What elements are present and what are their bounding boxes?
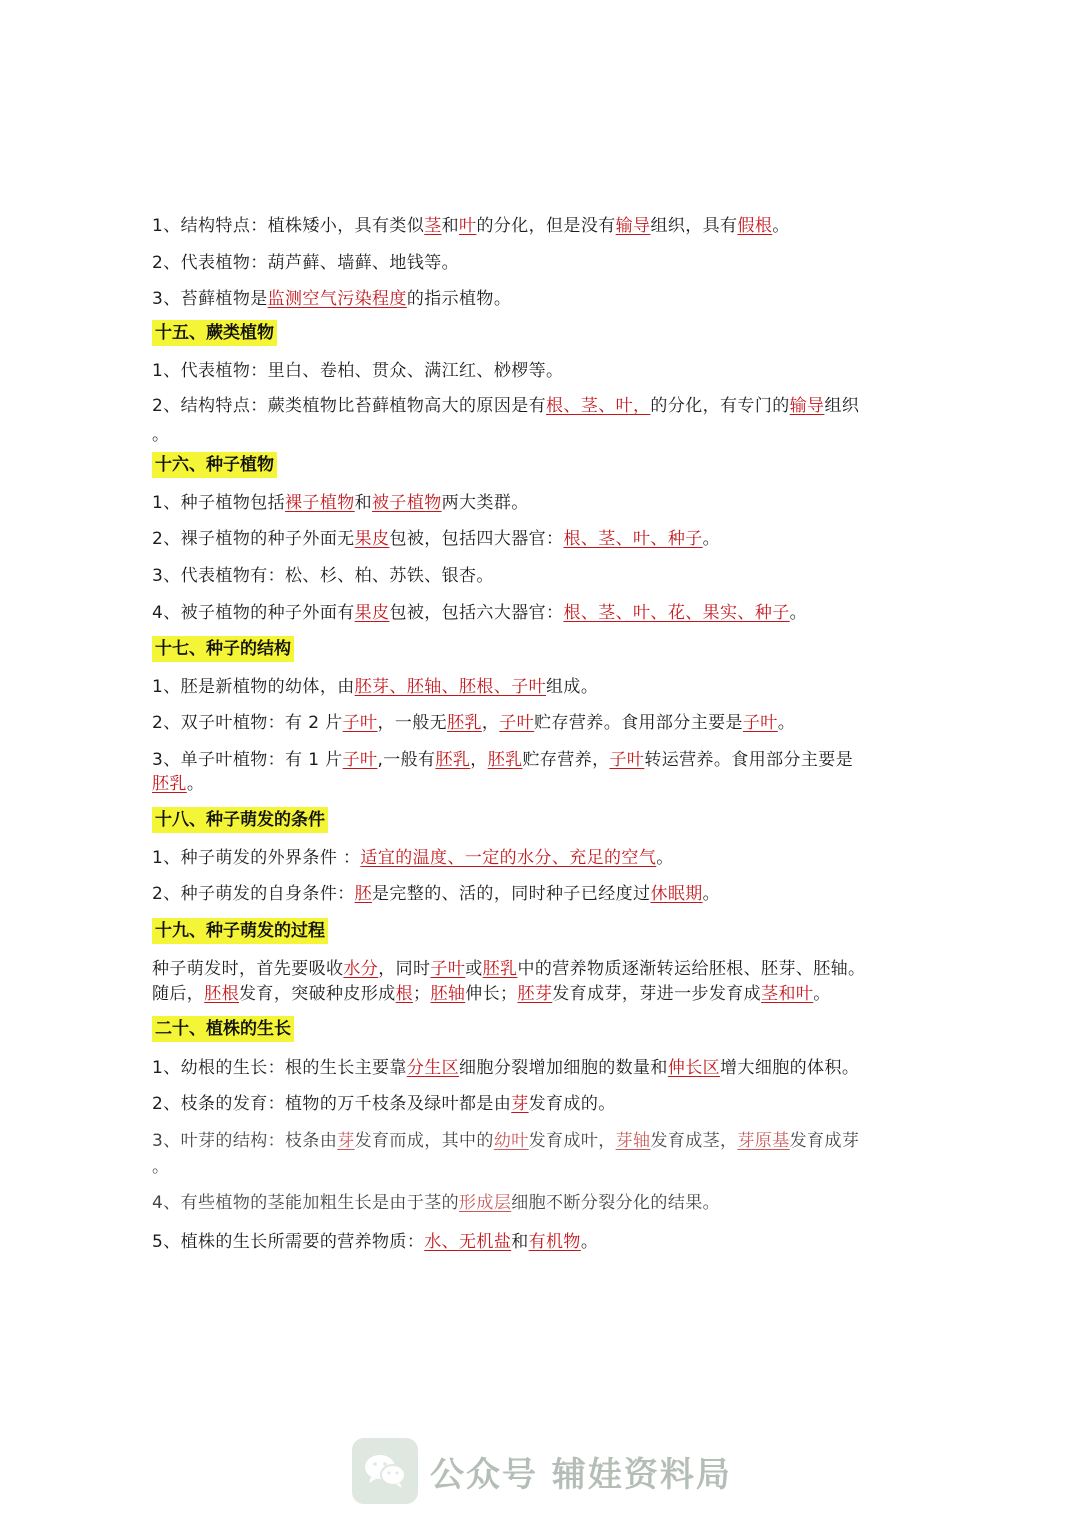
text-span: 。 xyxy=(813,984,831,1004)
text-span: ， xyxy=(470,750,488,770)
answer-keyword: 胚乳 xyxy=(447,713,482,733)
answer-keyword: 休眠期 xyxy=(650,884,703,904)
text-span: 。 xyxy=(152,1157,170,1177)
text-line xyxy=(152,773,204,795)
text-line xyxy=(152,712,795,734)
answer-keyword: 胚乳 xyxy=(487,750,523,770)
answer-keyword: 监测空气污染程度 xyxy=(267,289,407,309)
section-heading: 十八、种子萌发的条件 xyxy=(152,807,328,833)
text-line xyxy=(152,983,831,1005)
text-span: 发育成茎， xyxy=(650,1131,738,1151)
answer-keyword: 输导 xyxy=(615,216,651,236)
text-span: 伸长； xyxy=(465,984,518,1004)
text-span: 组织，具有 xyxy=(650,216,738,236)
answer-keyword: 果皮 xyxy=(354,603,390,623)
text-span: 贮存营养， xyxy=(522,750,610,770)
text-span: 细胞分裂增加细胞的数量和 xyxy=(459,1058,668,1078)
text-span: 。 xyxy=(580,1232,599,1252)
answer-keyword: 有机物 xyxy=(528,1232,581,1252)
answer-keyword: 胚芽 xyxy=(517,984,553,1004)
answer-keyword: 输导 xyxy=(789,396,825,416)
text-span: 发育而成，其中的 xyxy=(354,1131,494,1151)
text-span: 1、代表植物：里白、卷柏、贯众、满江红、桫椤等。 xyxy=(152,361,564,381)
answer-keyword: 子叶 xyxy=(609,750,645,770)
text-span: 增大细胞的体积。 xyxy=(720,1058,860,1078)
answer-keyword: 根 xyxy=(395,984,414,1004)
text-span: 的指示植物。 xyxy=(406,289,512,309)
text-span: 发育成芽 xyxy=(789,1131,860,1151)
text-span: 发育，突破种皮形成 xyxy=(239,984,396,1004)
answer-keyword: 被子植物 xyxy=(372,493,442,513)
section-heading: 十六、种子植物 xyxy=(152,452,277,478)
answer-keyword: 胚乳 xyxy=(482,959,518,979)
answer-keyword: 胚乳 xyxy=(435,750,471,770)
answer-keyword: 芽 xyxy=(511,1094,529,1114)
text-line xyxy=(152,847,674,869)
text-line xyxy=(152,288,511,310)
answer-keyword: 芽轴 xyxy=(615,1131,651,1151)
text-span: 2、裸子植物的种子外面无 xyxy=(152,529,355,549)
answer-keyword: 根、茎、叶、花、果实、种子 xyxy=(563,603,790,623)
answer-keyword: 分生区 xyxy=(406,1058,460,1078)
answer-keyword: 子叶 xyxy=(742,713,778,733)
text-line xyxy=(152,602,807,624)
text-span: 两大类群。 xyxy=(441,493,529,513)
answer-keyword: 幼叶 xyxy=(493,1131,529,1151)
answer-keyword: 根、茎、叶， xyxy=(546,396,651,416)
text-span: 1、胚是新植物的幼体，由 xyxy=(152,677,355,697)
text-line xyxy=(152,1192,720,1214)
text-span: 贮存营养。食用部分主要是 xyxy=(534,713,743,733)
watermark xyxy=(352,1437,732,1505)
text-span: 4、被子植物的种子外面有 xyxy=(152,603,355,623)
answer-keyword: 茎和叶 xyxy=(761,984,814,1004)
text-span: ,一般有 xyxy=(377,750,436,770)
text-span: 随后， xyxy=(152,984,205,1004)
text-span: 1、结构特点：植株矮小，具有类似 xyxy=(152,216,425,236)
text-span: 3、苔藓植物是 xyxy=(152,289,268,309)
text-span: ，一般无 xyxy=(377,713,448,733)
answer-keyword: 果皮 xyxy=(354,529,390,549)
answer-keyword: 胚根 xyxy=(204,984,240,1004)
wechat-icon xyxy=(352,1438,418,1504)
text-span: 组成。 xyxy=(546,677,599,697)
text-span: 是完整的、活的，同时种子已经度过 xyxy=(372,884,651,904)
text-span: 和 xyxy=(511,1232,529,1252)
text-span: 或 xyxy=(465,959,483,979)
text-line xyxy=(152,424,169,446)
text-line xyxy=(152,395,859,417)
answer-keyword: 子叶 xyxy=(430,959,466,979)
text-span: 。 xyxy=(702,884,721,904)
text-span: 发育成的。 xyxy=(528,1094,616,1114)
text-line xyxy=(152,1231,598,1253)
answer-keyword: 子叶 xyxy=(342,713,378,733)
text-line xyxy=(152,1156,169,1178)
text-span: 3、代表植物有：松、杉、柏、苏铁、银杏。 xyxy=(152,566,494,586)
text-line xyxy=(152,252,459,274)
text-line xyxy=(152,958,865,980)
text-span: 种子萌发时，首先要吸收 xyxy=(152,959,344,979)
text-span: 。 xyxy=(186,774,205,794)
text-span: 1、种子萌发的外界条件 ： xyxy=(152,848,361,868)
text-span: ； xyxy=(413,984,431,1004)
text-span: 中的营养物质逐渐转运给胚根、胚芽、胚轴。 xyxy=(517,959,866,979)
answer-keyword: 胚乳 xyxy=(152,774,187,794)
text-line xyxy=(152,883,720,905)
text-span: 1、幼根的生长：根的生长主要靠 xyxy=(152,1058,407,1078)
answer-keyword: 芽原基 xyxy=(737,1131,790,1151)
text-span: 组织 xyxy=(824,396,860,416)
text-span: 的分化，有专门的 xyxy=(650,396,790,416)
answer-keyword: 叶 xyxy=(459,216,477,236)
answer-keyword: 子叶 xyxy=(342,750,378,770)
text-span: 。 xyxy=(152,425,170,445)
text-span: 2、代表植物：葫芦藓、墙藓、地钱等。 xyxy=(152,253,460,273)
answer-keyword: 形成层 xyxy=(459,1193,512,1213)
text-line xyxy=(152,1130,859,1152)
text-span: 包被，包括六大器官： xyxy=(389,603,564,623)
text-span: 发育成叶， xyxy=(528,1131,616,1151)
answer-keyword: 假根 xyxy=(737,216,773,236)
section-heading: 十九、种子萌发的过程 xyxy=(152,918,328,944)
text-line xyxy=(152,492,529,514)
text-span: 的分化，但是没有 xyxy=(476,216,616,236)
text-span: 。 xyxy=(789,603,808,623)
text-line xyxy=(152,215,790,237)
text-line xyxy=(152,749,853,771)
answer-keyword: 胚芽、胚轴、胚根、子叶 xyxy=(354,677,547,697)
answer-keyword: 水、无机盐 xyxy=(424,1232,512,1252)
text-line xyxy=(152,1057,859,1079)
answer-keyword: 茎 xyxy=(424,216,442,236)
text-span: 2、种子萌发的自身条件： xyxy=(152,884,355,904)
text-span: 转运营养。食用部分主要是 xyxy=(644,750,854,770)
text-span: 2、结构特点：蕨类植物比苔藓植物高大的原因是有 xyxy=(152,396,547,416)
text-span: 。 xyxy=(702,529,721,549)
text-span: 发育成芽，芽进一步发育成 xyxy=(552,984,762,1004)
text-span: 1、种子植物包括 xyxy=(152,493,286,513)
text-span: 和 xyxy=(354,493,373,513)
text-line xyxy=(152,565,494,587)
watermark-text: 公众号 辅娃资料局 xyxy=(430,1454,732,1495)
text-span: 2、双子叶植物：有 2 片 xyxy=(152,713,343,733)
text-span: 和 xyxy=(441,216,460,236)
answer-keyword: 胚 xyxy=(354,884,373,904)
text-span: ， xyxy=(481,713,500,733)
text-span: 3、单子叶植物：有 1 片 xyxy=(152,750,343,770)
text-line xyxy=(152,360,563,382)
text-line xyxy=(152,528,720,550)
text-span: 4、有些植物的茎能加粗生长是由于茎的 xyxy=(152,1193,460,1213)
text-span: 细胞不断分裂分化的结果。 xyxy=(511,1193,721,1213)
answer-keyword: 芽 xyxy=(337,1131,355,1151)
section-heading: 十五、蕨类植物 xyxy=(152,320,277,346)
answer-keyword: 胚轴 xyxy=(430,984,466,1004)
answer-keyword: 适宜的温度、一定的水分、充足的空气 xyxy=(360,848,657,868)
text-span: 3、叶芽的结构：枝条由 xyxy=(152,1131,338,1151)
section-heading: 十七、种子的结构 xyxy=(152,636,294,662)
answer-keyword: 根、茎、叶、种子 xyxy=(563,529,703,549)
text-span: 包被，包括四大器官： xyxy=(389,529,564,549)
text-line xyxy=(152,1093,616,1115)
answer-keyword: 伸长区 xyxy=(667,1058,721,1078)
text-span: 2、枝条的发育：植物的万千枝条及绿叶都是由 xyxy=(152,1094,512,1114)
answer-keyword: 水分 xyxy=(343,959,379,979)
text-line xyxy=(152,676,598,698)
answer-keyword: 子叶 xyxy=(499,713,535,733)
text-span: 。 xyxy=(777,713,796,733)
text-span: ，同时 xyxy=(378,959,431,979)
text-span: 5、植株的生长所需要的营养物质： xyxy=(152,1232,425,1252)
answer-keyword: 裸子植物 xyxy=(285,493,355,513)
text-span: 。 xyxy=(656,848,674,868)
section-heading: 二十、植株的生长 xyxy=(152,1016,294,1042)
text-span: 。 xyxy=(772,216,790,236)
